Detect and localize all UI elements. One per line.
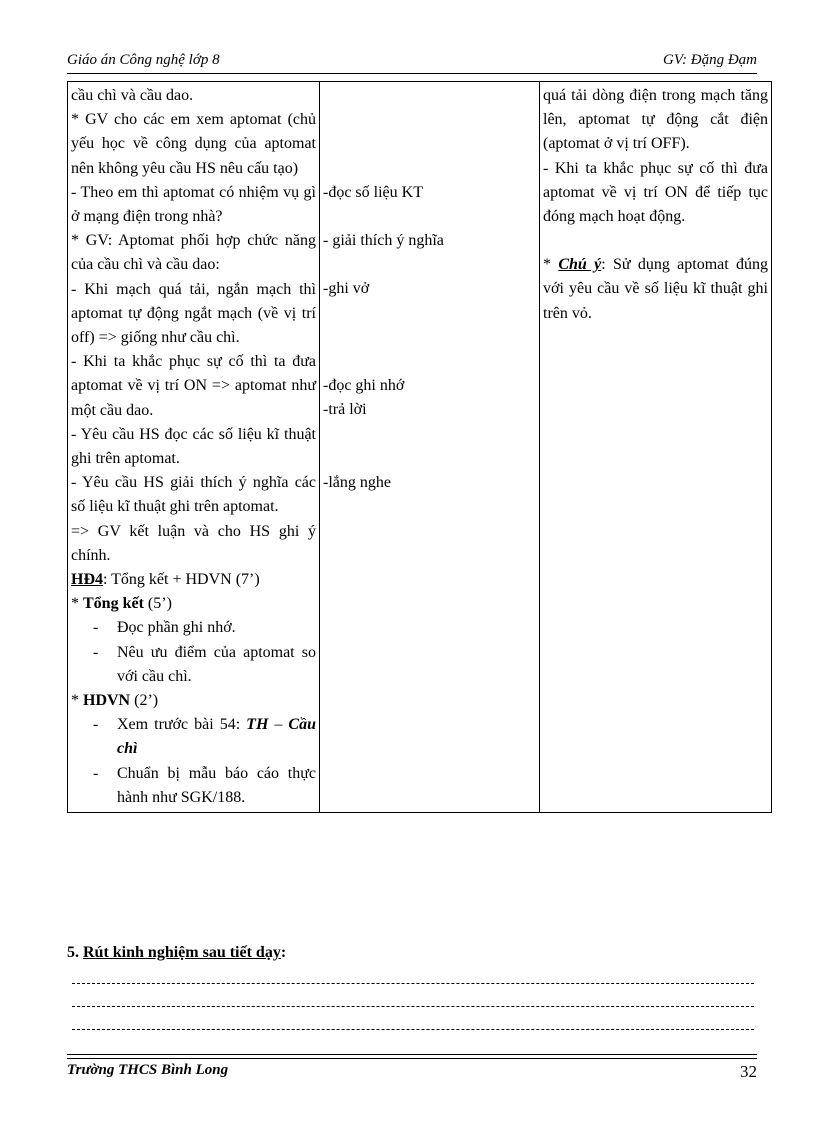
student-activity-cell (320, 82, 540, 813)
text-line: - Yêu cầu HS đọc các số liệu kĩ thuật ghi trên aptomat. (71, 425, 316, 468)
text-line: -đọc số liệu KT (323, 183, 423, 201)
lesson-table (67, 81, 772, 813)
text-line: - Khi ta khắc phục sự cố thì ta đưa aptomat về vị trí ON => aptomat như một cầu dao. (71, 353, 316, 419)
list-item: - Đọc phần ghi nhớ. (93, 616, 316, 640)
teacher-activity-cell (68, 82, 320, 813)
note: * Chú ý: Sử dụng aptomat đúng với yêu cầu về số liệu kĩ thuật ghi trên vỏ. (543, 256, 768, 322)
content-cell (540, 82, 772, 813)
page-header (67, 52, 757, 72)
text-line: - Yêu cầu HS giải thích ý nghĩa các số liệu kĩ thuật ghi trên aptomat. (71, 474, 316, 516)
text-line: cầu chì và cầu dao. (71, 87, 194, 104)
writing-line (72, 983, 754, 984)
section-5-heading: 5. Rút kinh nghiệm sau tiết dạy: (67, 944, 287, 961)
writing-line (72, 1029, 754, 1030)
footer-rule (67, 1054, 757, 1055)
text-line: -ghi vở (323, 280, 370, 298)
text-line: -đọc ghi nhớ (323, 377, 405, 394)
text-line: * GV cho các em xem aptomat (chủ yếu học về công dụng của aptomat nên không yêu cầu HS nêu cấu tạo) (71, 111, 316, 177)
hd4-heading: HĐ4: Tổng kết + HDVN (7’) (71, 571, 260, 589)
hdvn-list (71, 713, 316, 810)
text-line: -lắng nghe (323, 473, 391, 491)
text-line: - Khi ta khắc phục sự cố thì đưa aptomat về vị trí ON để tiếp tục đóng mạch hoạt động. (543, 159, 768, 226)
text-line: * GV: Aptomat phối hợp chức năng của cầu chì và cầu dao: (71, 232, 316, 274)
page-footer (67, 1062, 757, 1082)
tong-ket-list (71, 616, 316, 689)
footer-school: Trường THCS Bình Long (67, 1062, 229, 1078)
header-teacher: GV: Đặng Đạm (662, 52, 757, 68)
text-line: -trả lời (323, 401, 367, 419)
footer-rule-thin (67, 1058, 757, 1059)
writing-line (72, 1006, 754, 1007)
list-item: - Chuẩn bị mẫu báo cáo thực hành như SGK/188. (93, 762, 316, 810)
text-line: - giải thích ý nghĩa (323, 232, 444, 249)
tong-ket-heading: * Tổng kết (5’) (71, 595, 172, 613)
hdvn-heading: * HDVN (2’) (71, 692, 159, 710)
header-rule (67, 73, 757, 74)
text-line: => GV kết luận và cho HS ghi ý chính. (71, 522, 316, 564)
table-row (68, 82, 772, 813)
header-subject: Giáo án Công nghệ lớp 8 (67, 52, 220, 68)
text-line: - Theo em thì aptomat có nhiệm vụ gì ở mạng điện trong nhà? (71, 183, 316, 226)
text-line: quá tải dòng điện trong mạch tăng lên, aptomat tự động cắt điện (aptomat ở vị trí OFF). (543, 87, 768, 153)
list-item: - Xem trước bài 54: TH – Cầu chì (93, 713, 316, 761)
page-number: 32 (740, 1062, 757, 1081)
text-line: - Khi mạch quá tải, ngắn mạch thì aptomat tự động ngắt mạch (về vị trí off) => giống như cầu chì. (71, 280, 316, 347)
list-item: - Nêu ưu điểm của aptomat so với cầu chì. (93, 641, 316, 689)
